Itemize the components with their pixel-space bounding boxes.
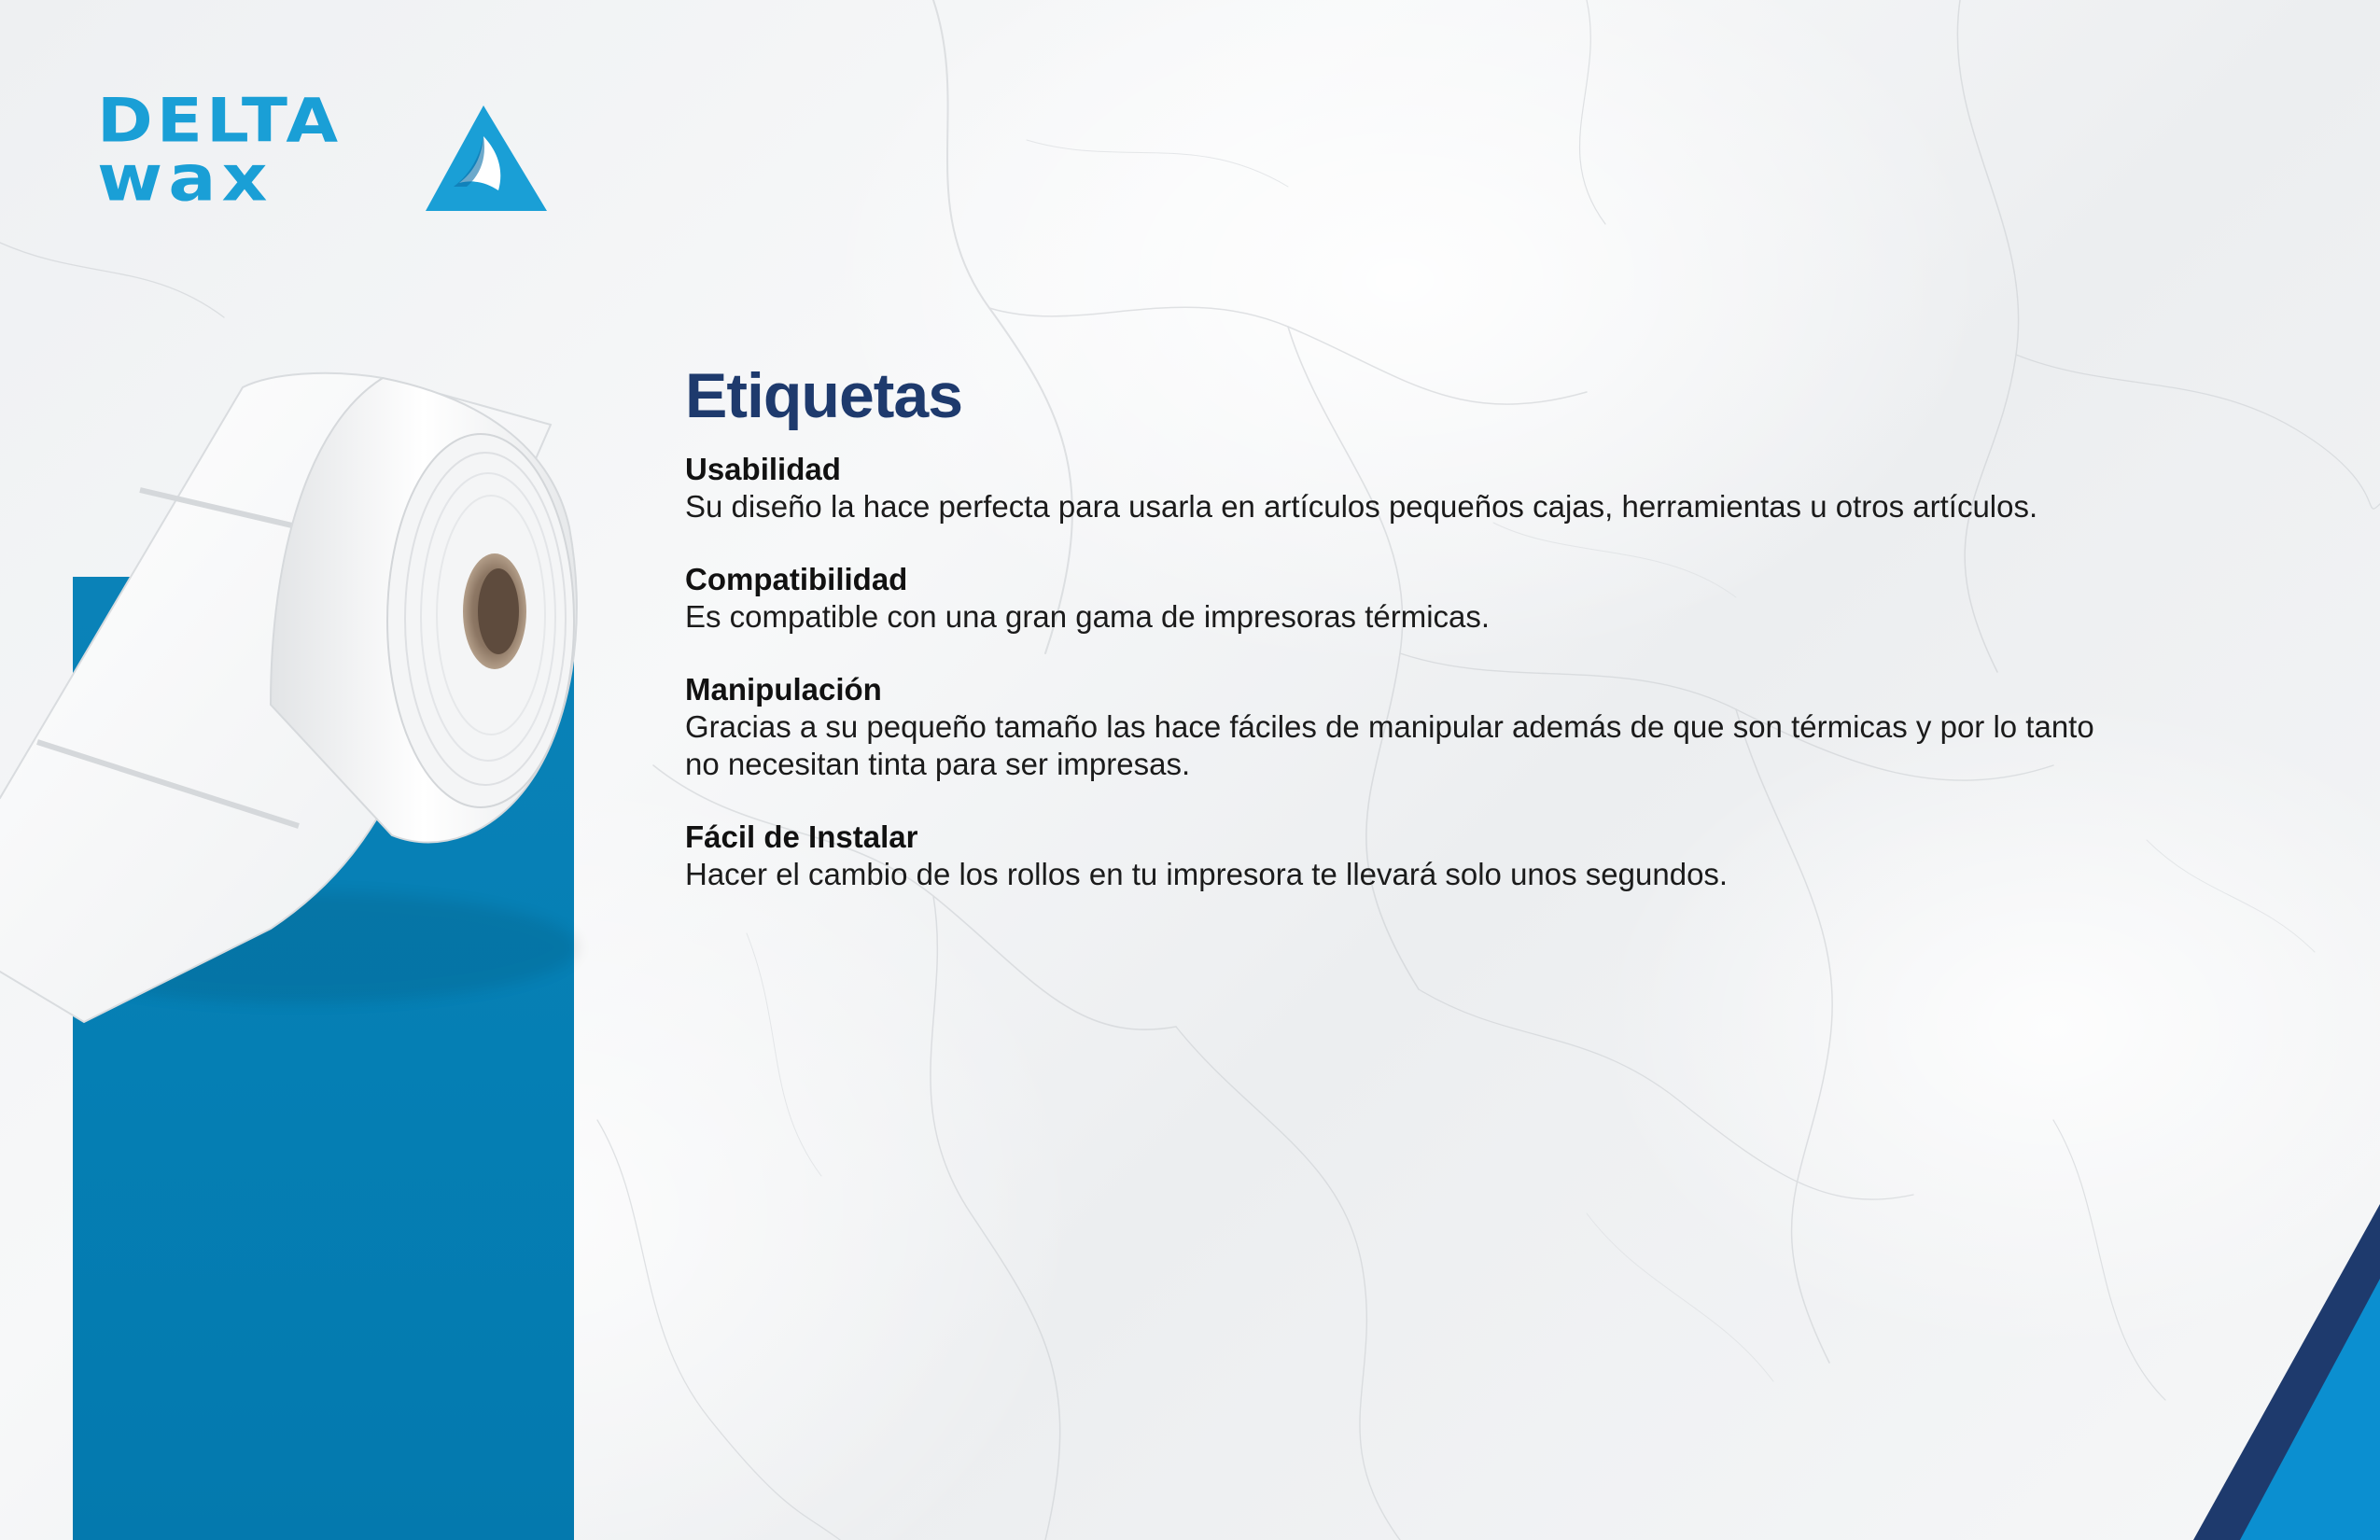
logo-line-wax: wax — [97, 140, 273, 216]
logo-wordmark — [97, 85, 343, 216]
section-body: Hacer el cambio de los rollos en tu impresora te llevará solo unos segundos. — [685, 857, 1729, 891]
section-heading: Compatibilidad — [685, 562, 908, 596]
delta-triangle-icon — [426, 101, 552, 213]
logo-line-delta: DELTA — [97, 85, 343, 156]
page-title: Etiquetas — [685, 360, 963, 431]
section-manipulacion — [685, 671, 2141, 783]
section-usabilidad — [685, 451, 2141, 525]
section-body: Gracias a su pequeño tamaño las hace fáciles de manipular además de que son térmicas y por lo tanto no necesitan tinta para ser impresas. — [685, 709, 2094, 781]
corner-accent-stripes — [2193, 1204, 2380, 1540]
section-compatibilidad — [685, 561, 2141, 636]
label-roll-illustration — [0, 369, 625, 1059]
section-heading: Fácil de Instalar — [685, 819, 918, 854]
section-body: Es compatible con una gran gama de impresoras térmicas. — [685, 599, 1491, 634]
section-body: Su diseño la hace perfecta para usarla en artículos pequeños cajas, herramientas u otros artículos. — [685, 489, 2038, 524]
section-heading: Usabilidad — [685, 452, 841, 486]
content-block — [685, 359, 2141, 929]
section-heading: Manipulación — [685, 672, 882, 707]
section-facil-de-instalar — [685, 819, 2141, 893]
delta-wax-logo — [93, 85, 560, 224]
